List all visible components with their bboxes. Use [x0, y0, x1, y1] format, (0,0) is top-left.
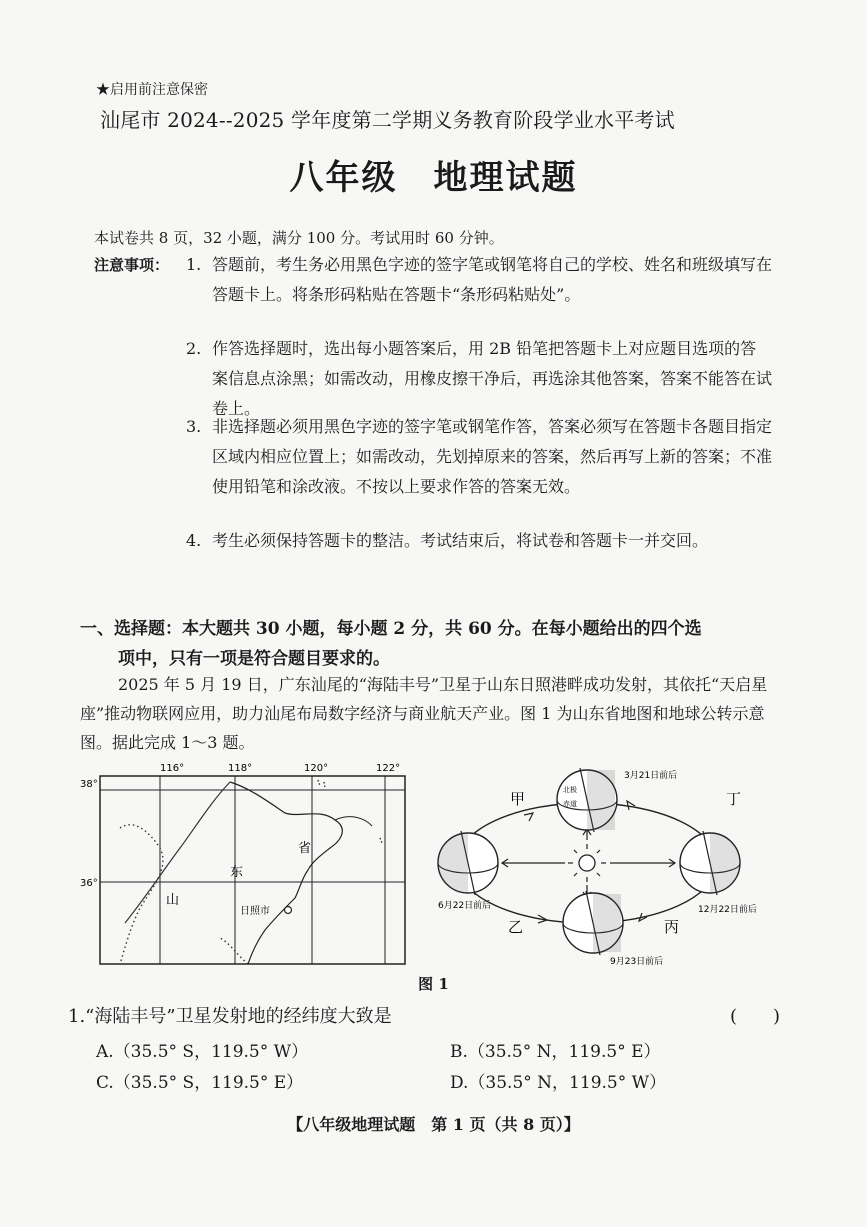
note-text: 非选择题必须用黑色字迹的签字笔或钢笔作答，答案必须写在答题卡各题目指定区域内相应位置上；如需改动，先划掉原来的答案，然后再写上新的答案；不准使用铅笔和涂改液。不按以上要求作答的答案无效。 — [212, 417, 773, 496]
note-number: 4. — [186, 531, 202, 550]
section-heading: 一、选择题：本大题共 30 小题，每小题 2 分，共 60 分。在每小题给出的四个选 — [80, 619, 702, 639]
question-1-stem: 1.“海陆丰号”卫星发射地的经纬度大致是 — [68, 1006, 392, 1027]
lat-label: 36° — [80, 878, 98, 889]
shandong-map — [80, 758, 410, 968]
page-footer: 【八年级地理试题 第 1 页（共 8 页）】 — [287, 1115, 580, 1134]
exam-info: 本试卷共 8 页，32 小题，满分 100 分。考试用时 60 分钟。 — [94, 229, 504, 247]
orbit-label-ding: 丁 — [726, 790, 742, 808]
rizhao-marker — [285, 907, 292, 914]
earth-right — [680, 831, 740, 895]
earth-top — [557, 768, 617, 832]
figure-caption: 图 1 — [418, 975, 449, 993]
place-label: 东 — [230, 865, 244, 880]
lon-label: 122° — [376, 763, 401, 774]
sun-icon — [568, 844, 606, 882]
note-number: 3. — [186, 417, 202, 436]
polar-label: 北极 — [563, 786, 577, 794]
section-heading-cont: 项中，只有一项是符合题目要求的。 — [118, 649, 390, 669]
date-label-left: 6月22日前后 — [438, 901, 492, 911]
orbit-label-jia: 甲 — [510, 790, 526, 808]
earth-bottom — [563, 891, 623, 955]
date-label-right: 12月22日前后 — [698, 905, 757, 915]
option-b: B.（35.5° N，119.5° E） — [450, 1042, 661, 1062]
place-label: 省 — [298, 841, 312, 856]
lon-label: 120° — [304, 763, 329, 774]
date-label-top: 3月21日前后 — [624, 771, 678, 781]
note-number: 2. — [186, 339, 202, 358]
note-text: 作答选择题时，选出每小题答案后，用 2B 铅笔把答题卡上对应题目选项的答案信息点涂黑；如需改动，用橡皮擦干净后，再选涂其他答案，答案不能答在试卷上。 — [212, 339, 773, 418]
answer-bracket: ( ) — [730, 1006, 781, 1027]
place-label: 山 — [166, 893, 180, 908]
option-c: C.（35.5° S，119.5° E） — [96, 1073, 304, 1093]
lat-label: 38° — [80, 779, 98, 790]
city-label: 日照市 — [240, 906, 270, 917]
equator-label: 赤道 — [563, 800, 577, 808]
question-stem-paragraph: 2025 年 5 月 19 日，广东汕尾的“海陆丰号”卫星于山东日照港畔成功发射，其依托“天启星座”推动物联网应用，助力汕尾布局数字经济与商业航天产业。图 1 为山东省地图和地球公转示意图。据此完成 1～3 题。 — [80, 675, 768, 752]
subject-title: 八年级 地理试题 — [289, 158, 578, 198]
note-text: 答题前，考生务必用黑色字迹的签字笔或钢笔将自己的学校、姓名和班级填写在答题卡上。将条形码粘贴在答题卡“条形码粘贴处”。 — [212, 255, 773, 304]
lon-label: 118° — [228, 763, 253, 774]
map-frame — [100, 776, 405, 964]
notes-label: 注意事项： — [94, 256, 170, 274]
option-d: D.（35.5° N，119.5° W） — [450, 1073, 667, 1093]
date-label-bottom: 9月23日前后 — [610, 957, 664, 967]
coastline — [230, 782, 342, 964]
note-number: 1. — [186, 255, 202, 274]
option-a: A.（35.5° S，119.5° W） — [96, 1042, 309, 1062]
earth-orbit-diagram — [430, 760, 810, 970]
lon-label: 116° — [160, 763, 185, 774]
orbit-label-yi: 乙 — [508, 918, 524, 936]
earth-left — [438, 831, 498, 895]
confidential-mark: ★启用前注意保密 — [96, 82, 208, 98]
exam-title: 汕尾市 2024--2025 学年度第二学期义务教育阶段学业水平考试 — [100, 108, 675, 132]
note-text: 考生必须保持答题卡的整洁。考试结束后，将试卷和答题卡一并交回。 — [212, 531, 709, 550]
orbit-label-bing: 丙 — [664, 918, 680, 936]
